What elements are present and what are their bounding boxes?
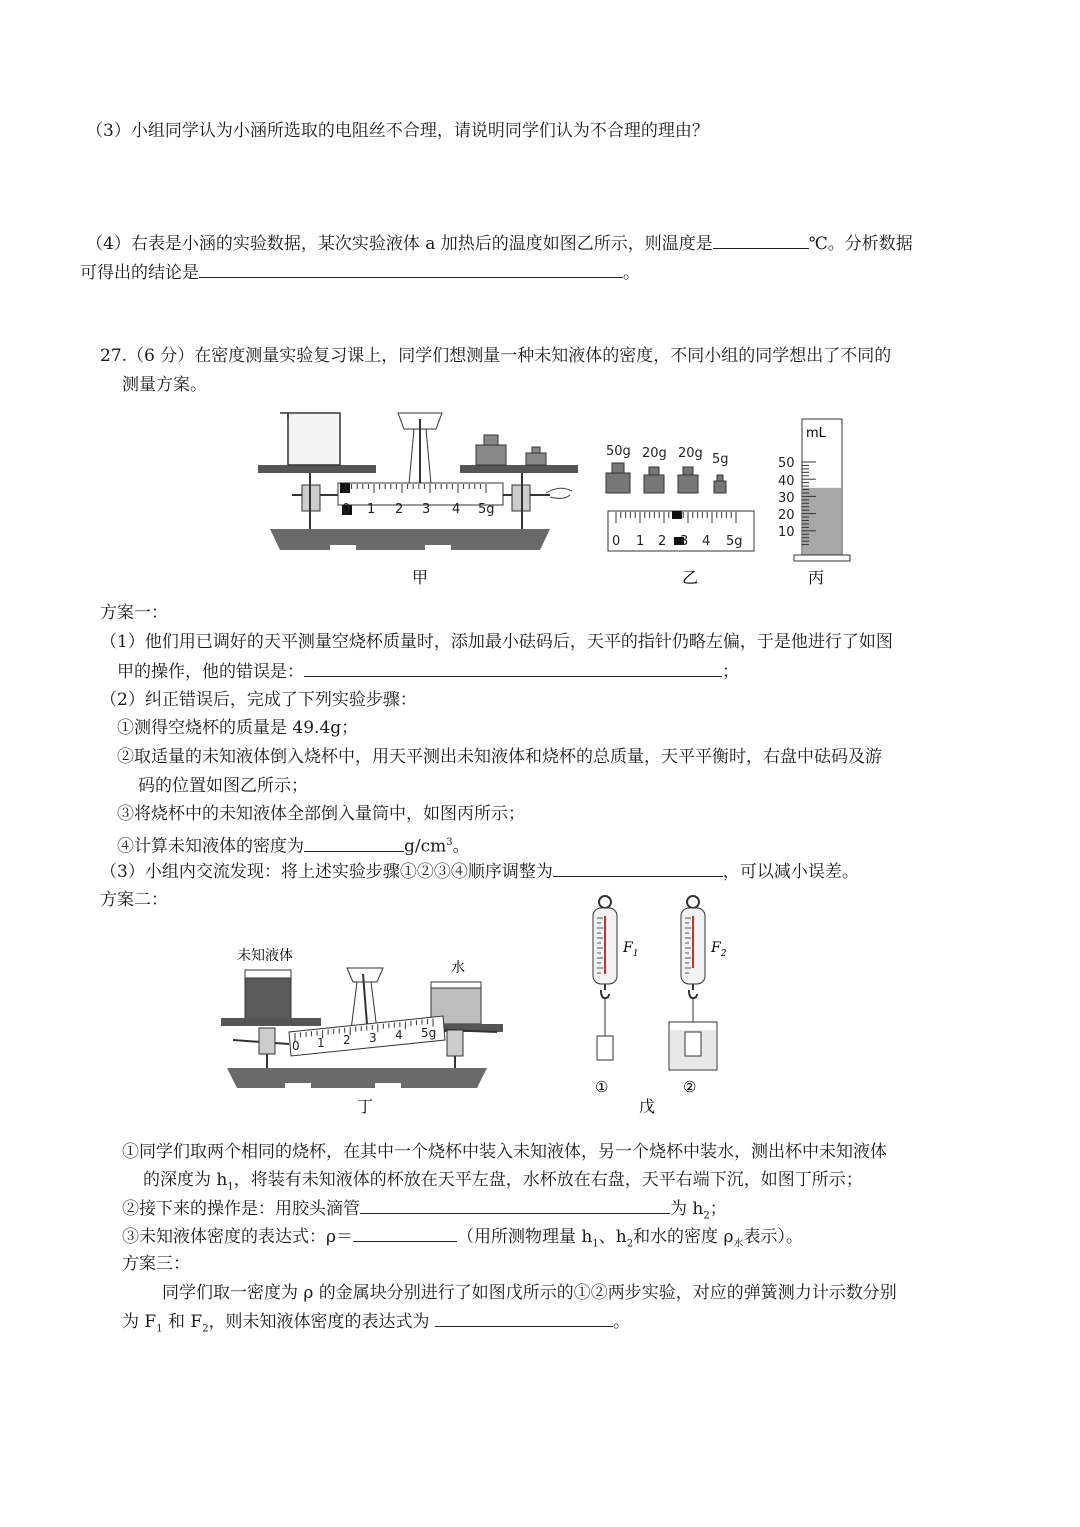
spring-scale-2 [669, 896, 727, 1096]
f2-sub: 2 [202, 1323, 209, 1335]
yi-tick-2: 2 [658, 534, 667, 549]
ding-tick-3: 3 [369, 1031, 377, 1045]
label-circle-1: ① [595, 1078, 609, 1096]
question-27-line-1: 27.（6 分）在密度测量实验复习课上，同学们想测量一种未知液体的密度，不同小组的同学想出了不同的 [100, 346, 892, 366]
plan1-step2-2b: 码的位置如图乙所示； [138, 776, 308, 796]
spring-scale-1 [593, 896, 638, 1096]
plan3-p1: 同学们取一密度为 ρ 的金属块分别进行了如图戊所示的①②两步实验，对应的弹簧测力计示数分别 [162, 1283, 897, 1303]
yi-tick-0: 0 [612, 534, 621, 549]
plan2-p3-text-a: ③未知液体密度的表达式：ρ＝ [122, 1227, 353, 1247]
plan3-p2-text-d: 。 [612, 1312, 630, 1332]
ding-tick-5: 5g [421, 1026, 437, 1040]
label-f1: $F_1$ [623, 940, 639, 959]
q4-text-b: ℃。分析数据 [808, 234, 913, 254]
yi-tick-4: 4 [702, 534, 711, 549]
plan2-p2-text-c: ； [709, 1199, 727, 1219]
plan1-step1-b-text: 甲的操作，他的错误是： [117, 662, 304, 682]
figure-balance-spring-scale [215, 890, 745, 1120]
plan1-step3-text-a: （3）小组内交流发现：将上述实验步骤①②③④顺序调整为 [100, 862, 553, 882]
plan3-p2 [122, 1308, 630, 1342]
figure-balance-weights-cylinder [250, 405, 870, 590]
cyl-tick-30: 30 [778, 491, 795, 506]
label-circle-2: ② [683, 1078, 697, 1096]
label-f2: $F_2$ [711, 940, 727, 959]
h2-sub: 2 [703, 1210, 710, 1222]
label-ding: 丁 [357, 1097, 374, 1116]
plan2-p2-text-b: 为 h [670, 1199, 704, 1219]
label-jia: 甲 [412, 568, 429, 587]
plan1-step2-4-text: ④计算未知液体的密度为 [117, 836, 304, 857]
yi-tick-5: 5g [726, 534, 743, 549]
mistake-blank[interactable] [304, 658, 722, 677]
jia-tick-5: 5g [478, 502, 495, 517]
yi-tick-1: 1 [636, 534, 645, 549]
balance-ding [221, 947, 503, 1116]
plan1-step3-text-b: ，可以减小误差。 [722, 862, 859, 882]
weights-yi [606, 444, 754, 587]
q4-text-d: 。 [623, 263, 640, 283]
question-27-line-2: 测量方案。 [122, 375, 207, 395]
plan2-p3-text-b: （用所测物理量 h [457, 1227, 593, 1247]
cylinder-bing [778, 419, 850, 587]
plan2-p2-text-a: ②接下来的操作是：用胶头滴管 [122, 1199, 360, 1219]
p3-h2-sub: 2 [626, 1238, 634, 1250]
weight-label-20g-a: 20g [642, 446, 667, 461]
h1-sub: 1 [227, 1181, 234, 1193]
plan1-title: 方案一： [100, 603, 168, 623]
density-blank[interactable] [304, 833, 404, 852]
jia-tick-3: 3 [422, 502, 431, 517]
question-4-line-2 [80, 259, 640, 286]
label-wu: 戊 [639, 1097, 656, 1116]
plan2-p3-text-d: 和水的密度 ρ [633, 1227, 734, 1247]
weight-label-5g: 5g [712, 452, 729, 467]
cylinder-unit: mL [806, 426, 826, 441]
f1-sub: 1 [156, 1323, 163, 1335]
balance-jia [258, 413, 578, 587]
cyl-tick-10: 10 [778, 525, 795, 540]
plan1-step2-2a: ②取适量的未知液体倒入烧杯中，用天平测出未知液体和烧杯的总质量，天平平衡时，右盘中砝码及游 [117, 747, 882, 767]
plan1-step2-1: ①测得空烧杯的质量是 49.4g； [117, 718, 359, 738]
density-unit-sup: 3 [446, 837, 453, 848]
plan3-title: 方案三： [122, 1254, 190, 1274]
plan3-p2-text-c: ，则未知液体密度的表达式为 [208, 1312, 435, 1332]
plan2-p3-text-e: 表示）。 [743, 1227, 803, 1247]
expression-blank[interactable] [353, 1223, 457, 1242]
plan1-step2-4 [117, 830, 470, 860]
question-3: （3）小组同学认为小涵所选取的电阻丝不合理，请说明同学们认为不合理的理由？ [86, 121, 709, 141]
plan2-p3-text-c: 、h [598, 1227, 627, 1247]
plan3-expression-blank[interactable] [435, 1308, 613, 1327]
rho-water-sub: 水 [733, 1238, 744, 1250]
ding-tick-1: 1 [317, 1036, 325, 1050]
cyl-tick-50: 50 [778, 456, 795, 471]
plan3-p2-text-b: 和 F [162, 1312, 203, 1332]
weight-label-50g: 50g [606, 444, 631, 459]
question-4-line-1 [86, 230, 913, 257]
density-unit: g/cm [404, 836, 447, 857]
plan1-step2-3: ③将烧杯中的未知液体全部倒入量筒中，如图丙所示； [117, 804, 525, 824]
cyl-tick-40: 40 [778, 474, 795, 489]
plan1-step1-c-text: ； [722, 662, 739, 682]
plan2-p1b-text-a: 的深度为 h [143, 1170, 228, 1190]
jia-tick-1: 1 [367, 502, 376, 517]
temperature-blank[interactable] [713, 230, 809, 249]
jia-tick-0: 0 [342, 502, 351, 517]
weight-label-20g-b: 20g [678, 446, 703, 461]
plan3-p2-text-a: 为 F [122, 1312, 157, 1332]
plan1-step2-4-end: 。 [452, 836, 470, 857]
label-water: 水 [451, 960, 465, 976]
plan2-title: 方案二： [100, 890, 168, 910]
jia-tick-4: 4 [452, 502, 461, 517]
label-yi: 乙 [682, 568, 699, 587]
label-unknown-liquid: 未知液体 [237, 948, 293, 964]
cyl-tick-20: 20 [778, 508, 795, 523]
ding-tick-4: 4 [395, 1028, 403, 1042]
ding-tick-0: 0 [292, 1039, 300, 1053]
ding-tick-2: 2 [343, 1033, 351, 1047]
plan2-p1a: ①同学们取两个相同的烧杯，在其中一个烧杯中装入未知液体，另一个烧杯中装水，测出杯中未知液体 [122, 1142, 887, 1162]
dropper-blank[interactable] [360, 1195, 670, 1214]
label-bing: 丙 [808, 568, 825, 587]
plan2-p3 [122, 1223, 803, 1257]
yi-tick-3: 3 [680, 534, 689, 549]
p3-h1-sub: 1 [592, 1238, 599, 1250]
conclusion-blank[interactable] [199, 259, 623, 278]
q4-text-a: （4）右表是小涵的实验数据，某次实验液体 a 加热后的温度如图乙所示，则温度是 [86, 234, 713, 254]
plan1-step1-b [117, 658, 739, 685]
plan1-step2: （2）纠正错误后，完成了下列实验步骤： [100, 690, 417, 710]
order-blank[interactable] [553, 858, 723, 877]
plan1-step3 [100, 858, 859, 885]
jia-tick-2: 2 [395, 502, 404, 517]
plan2-p1b-text-b: ，将装有未知液体的杯放在天平左盘，水杯放在右盘，天平右端下沉，如图丁所示； [233, 1170, 863, 1190]
plan1-step1-a: （1）他们用已调好的天平测量空烧杯质量时，添加最小砝码后，天平的指针仍略左偏，于是他进行了如图 [100, 632, 893, 652]
q4-text-c: 可得出的结论是 [80, 263, 199, 283]
